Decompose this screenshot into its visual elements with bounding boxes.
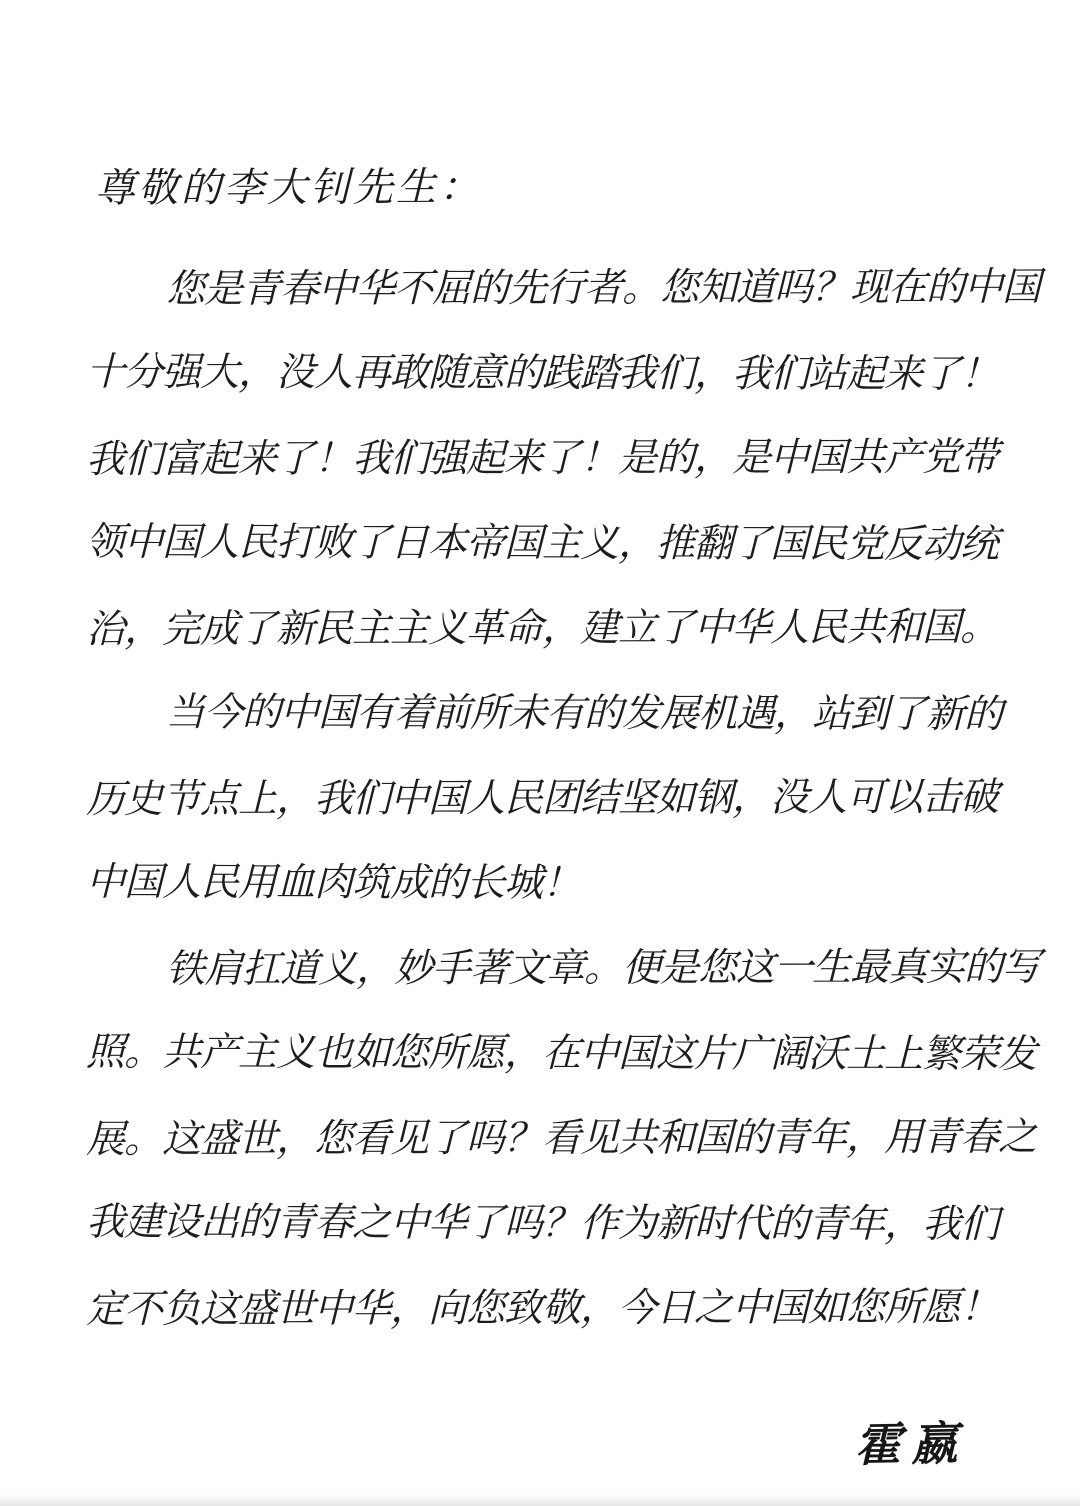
letter-line: 照。共产主义也如您所愿，在中国这片广阔沃土上繁荣发 <box>85 1029 1037 1078</box>
letter-salutation: 尊敬的李大钊先生： <box>94 164 483 212</box>
letter-line: 我建设出的青春之中华了吗？作为新时代的青年，我们 <box>85 1199 999 1248</box>
letter-line: 治，完成了新民主主义革命，建立了中华人民共和国。 <box>85 604 999 653</box>
letter-line: 当今的中国有着前所未有的发展机遇，站到了新的 <box>165 689 1003 738</box>
letter-line: 展。这盛世，您看见了吗？看见共和国的青年，用青春之 <box>85 1114 1037 1163</box>
letter-body <box>85 258 1041 1363</box>
letter-line: 十分强大，没人再敢随意的践踏我们，我们站起来了！ <box>85 349 999 398</box>
letter-line: 您是青春中华不屈的先行者。您知道吗？现在的中国 <box>165 264 1041 313</box>
letter-line: 我们富起来了！我们强起来了！是的，是中国共产党带 <box>85 434 999 483</box>
scan-shadow-bottom-edge <box>0 1494 1080 1506</box>
letter-line: 历史节点上，我们中国人民团结坚如钢，没人可以击破 <box>85 774 999 823</box>
letter-line: 领中国人民打败了日本帝国主义，推翻了国民党反动统 <box>85 519 999 568</box>
letter-line: 定不负这盛世中华，向您致敬，今日之中国如您所愿！ <box>85 1284 999 1333</box>
letter-signature: 霍嬴 <box>854 1416 968 1472</box>
letter-line: 中国人民用血肉筑成的长城！ <box>85 859 581 907</box>
letter-line: 铁肩扛道义，妙手著文章。便是您这一生最真实的写 <box>165 944 1041 993</box>
